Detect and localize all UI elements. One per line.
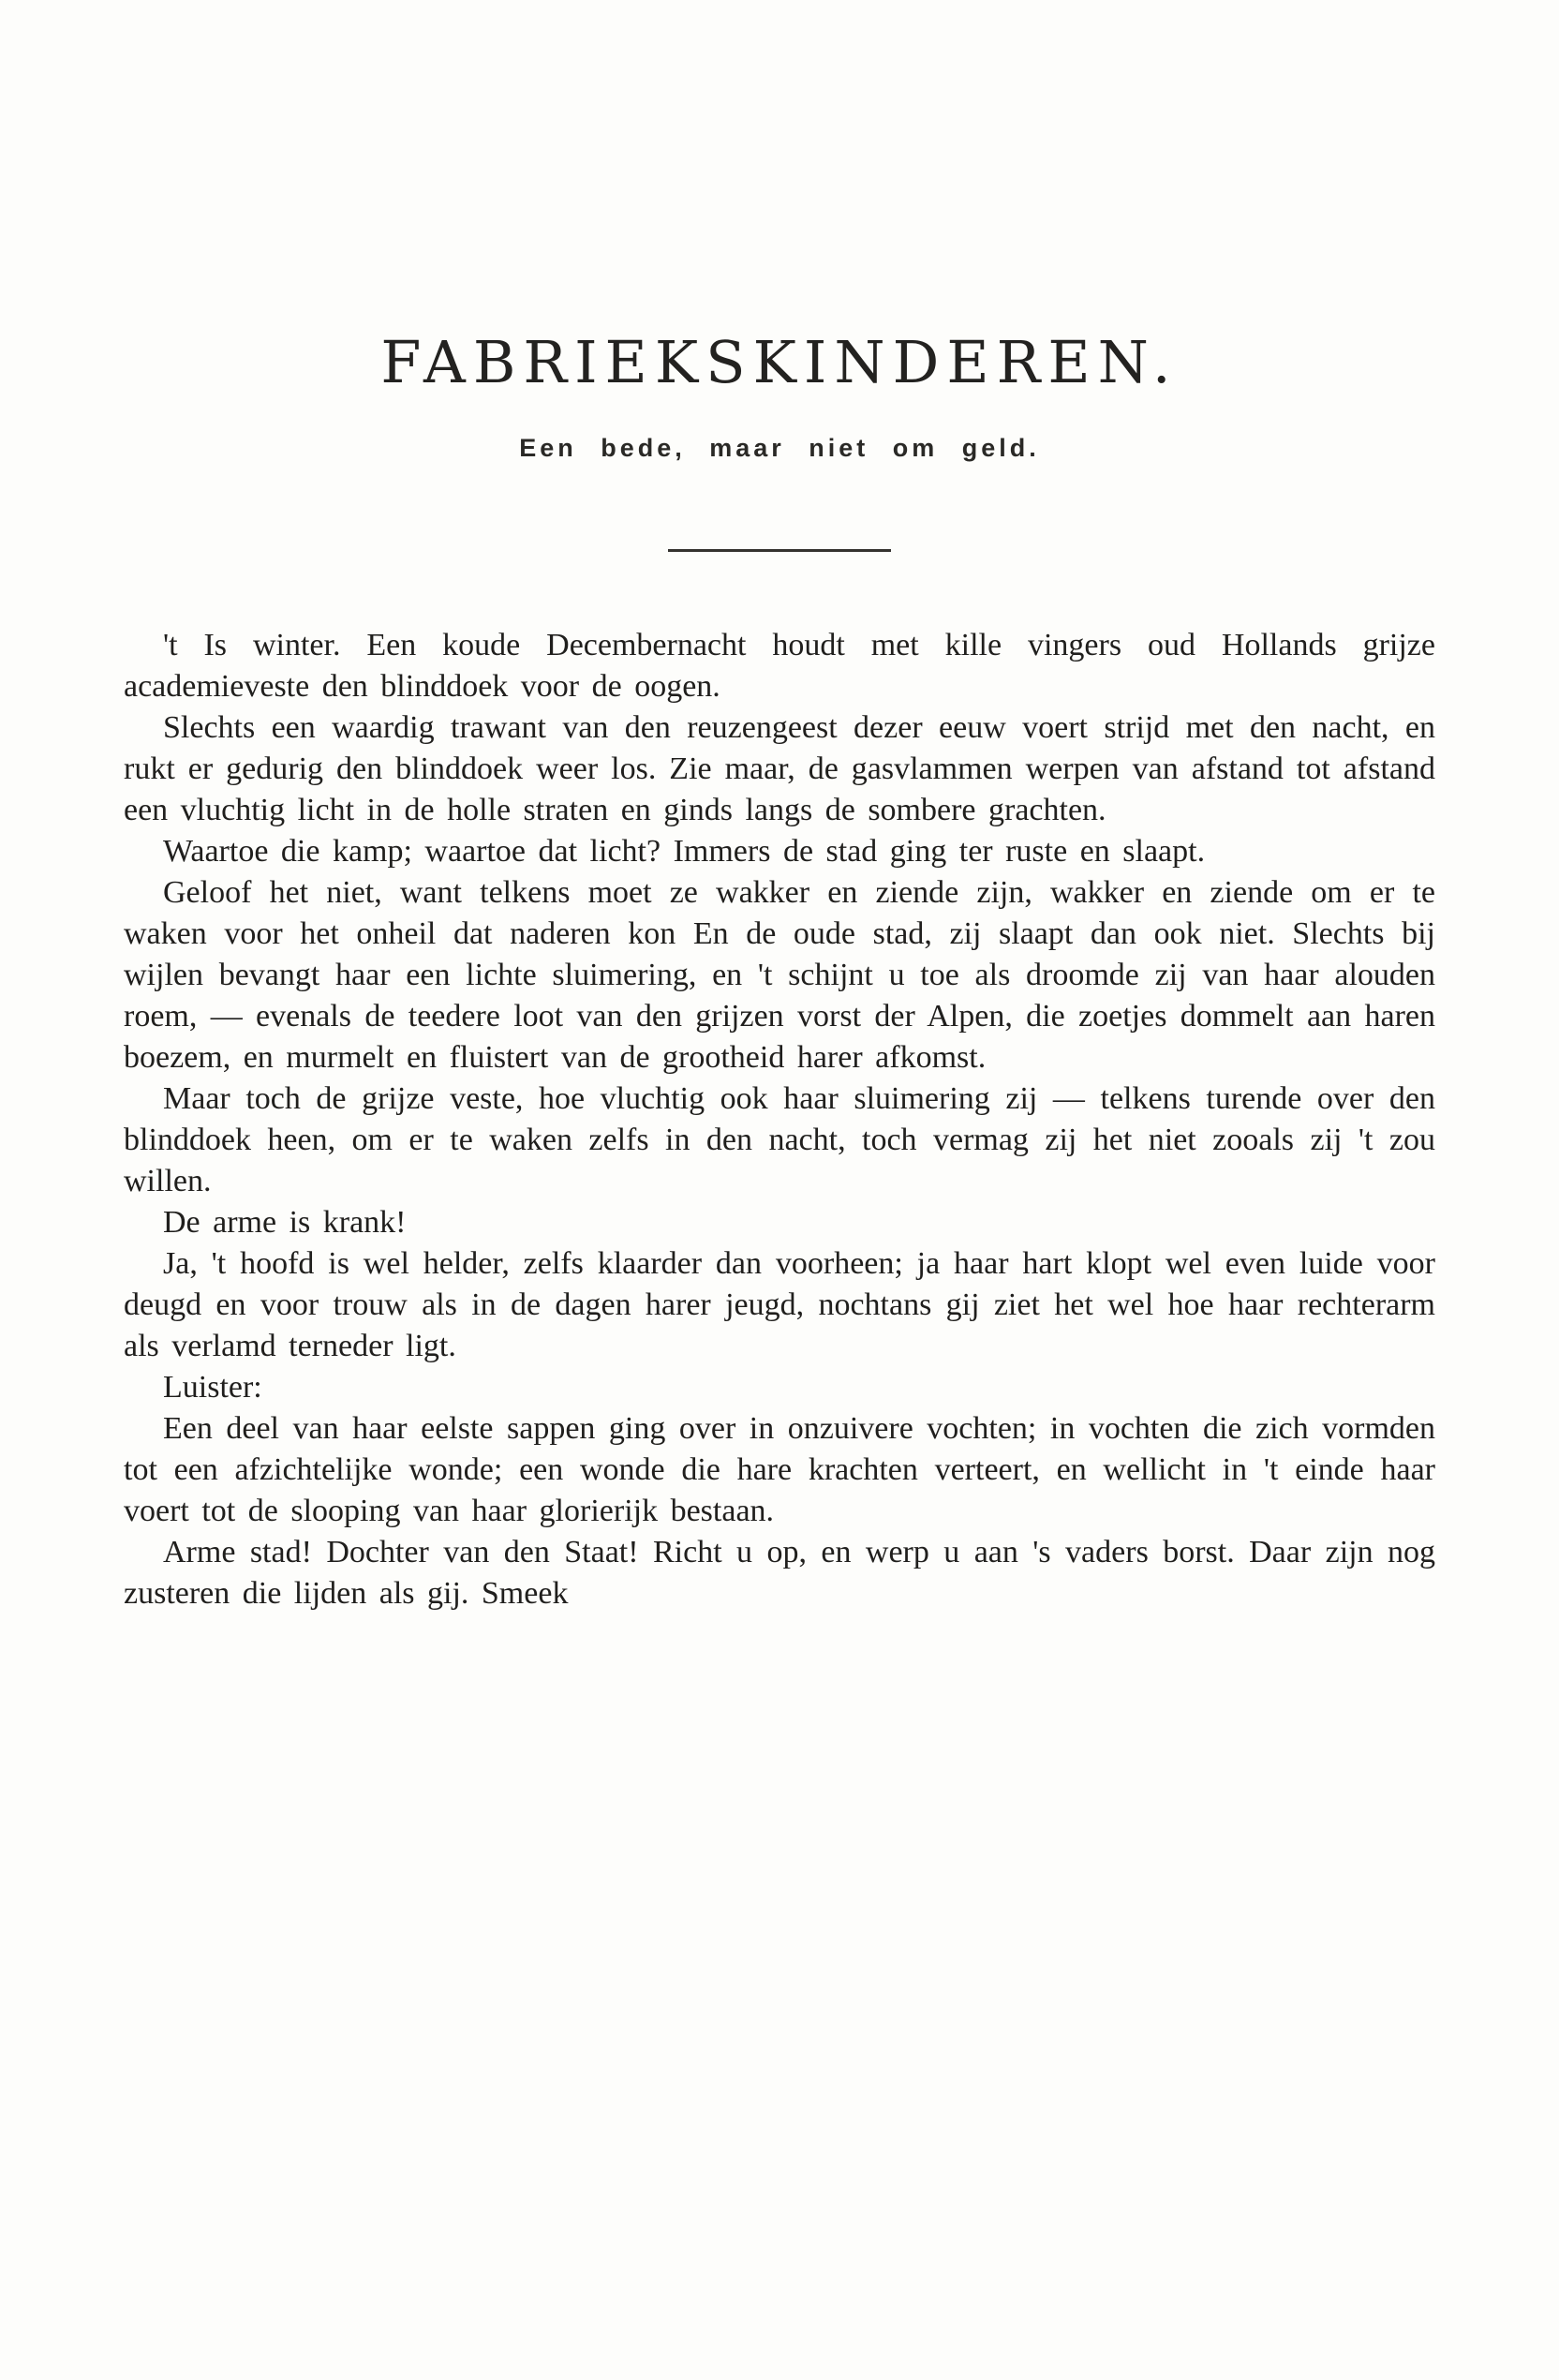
page-title: FABRIEKSKINDEREN. [380, 328, 1179, 396]
paragraph: Ja, 't hoofd is wel helder, zelfs klaarder dan voorheen; ja haar hart klopt wel even luide voor deugd en voor trouw als in de dagen harer jeugd, nochtans gij ziet het wel hoe haar rechterarm als verlamd terneder ligt. [124, 1246, 1435, 1363]
paragraph: Maar toch de grijze veste, hoe vluchtig ook haar sluimering zij — telkens turende over den blinddoek heen, om er te waken zelfs in den nacht, toch vermag zij het niet zooals zij 't zou willen. [124, 1081, 1435, 1198]
paragraph: Luister: [163, 1370, 262, 1405]
paragraph: Geloof het niet, want telkens moet ze wakker en ziende zijn, wakker en ziende om er te waken voor het onheil dat naderen kon En de oude stad, zij slaapt dan ook niet. Slechts bij wijlen bevangt haar een lichte sluimering, en 't schijnt u toe als droomde zij van haar alouden roem, — evenals de teedere loot van den grijzen vorst der Alpen, die zoetjes dommelt aan haren boezem, en murmelt en fluistert van de grootheid harer afkomst. [124, 875, 1435, 1075]
paragraph: 't Is winter. Een koude Decembernacht houdt met kille vingers oud Hollands grijze academieveste den blinddoek voor de oogen. [124, 628, 1435, 704]
paragraph: Een deel van haar eelste sappen ging over in onzuivere vochten; in vochten die zich vormden tot een afzichtelijke wonde; een wonde die hare krachten verteert, en wellicht in 't einde haar voert tot de slooping van haar glorierijk bestaan. [124, 1411, 1435, 1528]
paragraph: Arme stad! Dochter van den Staat! Richt u op, en werp u aan 's vaders borst. Daar zijn nog zusteren die lijden als gij. Smeek [124, 1535, 1435, 1611]
body-text [124, 625, 1435, 1614]
paragraph: De arme is krank! [163, 1205, 407, 1240]
page-subtitle: Een bede, maar niet om geld. [519, 434, 1040, 462]
paragraph: Waartoe die kamp; waartoe dat licht? Immers de stad ging ter ruste en slaapt. [163, 834, 1206, 869]
divider-rule [668, 549, 891, 552]
paragraph: Slechts een waardig trawant van den reuzengeest dezer eeuw voert strijd met den nacht, en rukt er gedurig den blinddoek weer los. Zie maar, de gasvlammen werpen van afstand tot afstand een vluchtig licht in de holle straten en ginds langs de sombere grachten. [124, 710, 1435, 827]
